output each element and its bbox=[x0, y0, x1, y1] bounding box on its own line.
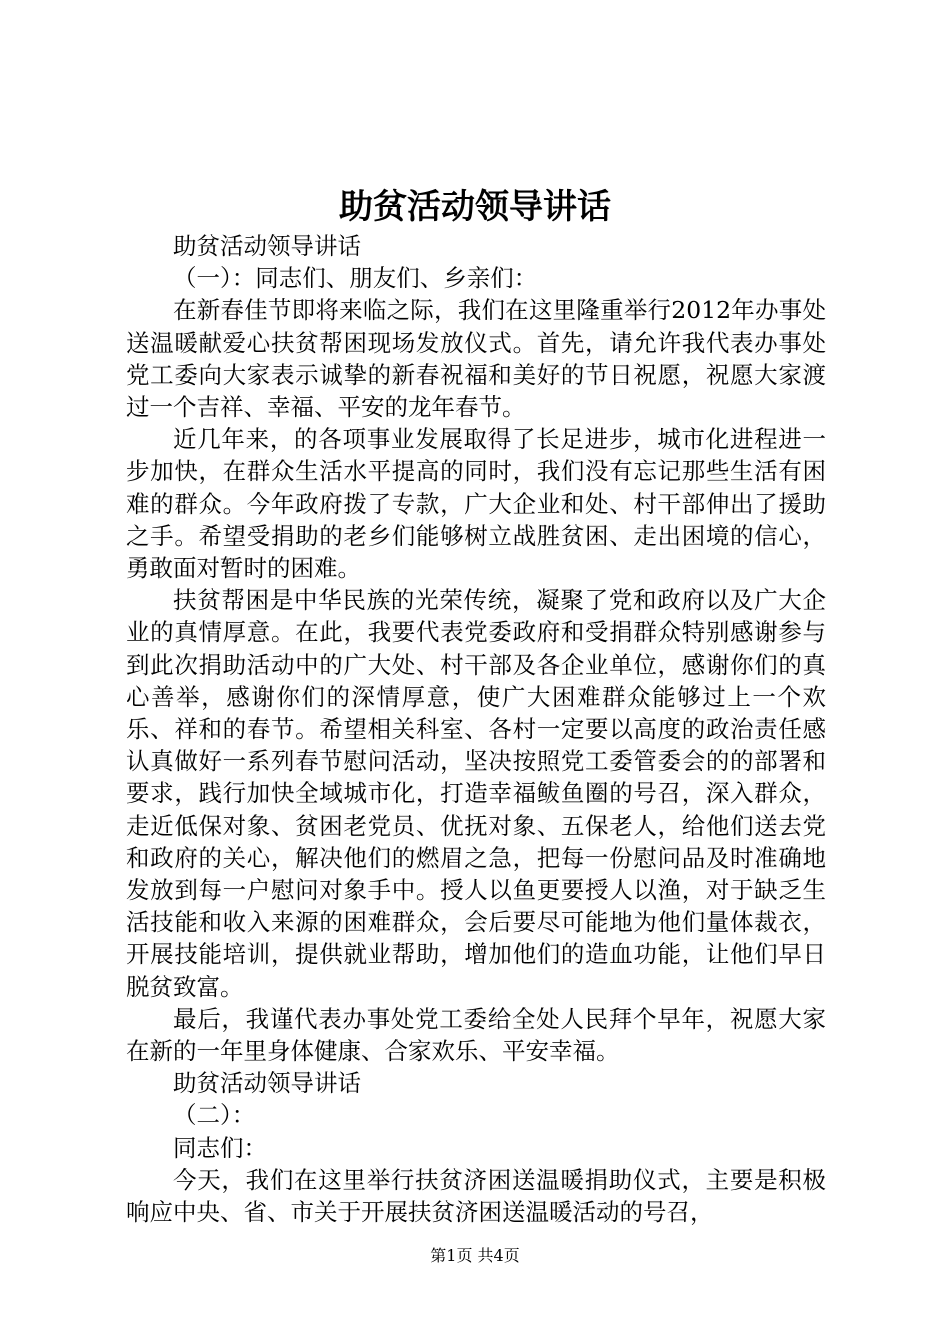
paragraph: 近几年来，的各项事业发展取得了长足进步，城市化进程进一步加快，在群众生活水平提高的同时，我们没有忘记那些生活有困难的群众。今年政府拨了专款，广大企业和处、村干部伸出了援助之手。希望受捐助的老乡们能够树立战胜贫困、走出困境的信心，勇敢面对暂时的困难。 bbox=[126, 425, 826, 583]
document-title: 助贫活动领导讲话 bbox=[339, 187, 611, 227]
paragraph: 同志们： bbox=[173, 1133, 267, 1162]
paragraph: 今天，我们在这里举行扶贫济困送温暖捐助仪式，主要是积极响应中央、省、市关于开展扶贫济困送温暖活动的号召， bbox=[126, 1165, 826, 1227]
paragraph: （二）： bbox=[173, 1101, 256, 1130]
page-footer: 第1页 共4页 bbox=[430, 1246, 520, 1265]
paragraph: （一）：同志们、朋友们、乡亲们： bbox=[173, 264, 538, 293]
paragraph: 最后，我谨代表办事处党工委给全处人民拜个早年，祝愿大家在新的一年里身体健康、合家欢乐、平安幸福。 bbox=[126, 1004, 826, 1066]
document-body bbox=[126, 230, 826, 1228]
paragraph: 助贫活动领导讲话 bbox=[173, 1069, 361, 1098]
paragraph: 在新春佳节即将来临之际，我们在这里隆重举行2012年办事处送温暖献爱心扶贫帮困现场发放仪式。首先，请允许我代表办事处党工委向大家表示诚挚的新春祝福和美好的节日祝愿，祝愿大家渡过一个吉祥、幸福、平安的龙年春节。 bbox=[126, 296, 826, 422]
paragraph: 助贫活动领导讲话 bbox=[173, 232, 361, 260]
paragraph: 扶贫帮困是中华民族的光荣传统，凝聚了党和政府以及广大企业的真情厚意。在此，我要代表党委政府和受捐群众特别感谢参与到此次捐助活动中的广大处、村干部及各企业单位，感谢你们的真心善举，感谢你们的深情厚意，使广大困难群众能够过上一个欢乐、祥和的春节。希望相关科室、各村一定要以高度的政治责任感认真做好一系列春节慰问活动，坚决按照党工委管委会的的部署和要求，践行加快全域城市化，打造幸福鲅鱼圈的号召，深入群众，走近低保对象、贫困老党员、优抚对象、五保老人，给他们送去党和政府的关心，解决他们的燃眉之急，把每一份慰问品及时准确地发放到每一户慰问对象手中。授人以鱼更要授人以渔，对于缺乏生活技能和收入来源的困难群众，会后要尽可能地为他们量体裁衣，开展技能培训，提供就业帮助，增加他们的造血功能，让他们早日脱贫致富。 bbox=[126, 586, 826, 1001]
